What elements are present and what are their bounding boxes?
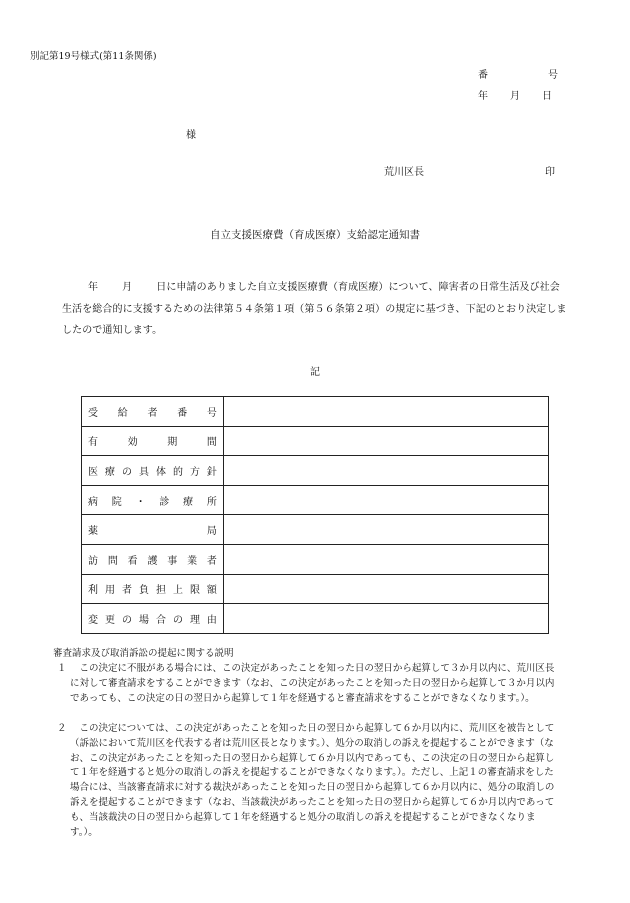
ki-label: 記 <box>310 367 320 378</box>
date-label-month: 月 <box>510 91 520 102</box>
table-row <box>82 426 549 456</box>
row-label: 利用者負担上限額 <box>82 574 224 604</box>
row-label: 受給者番号 <box>82 397 224 427</box>
date-label-day: 日 <box>542 91 552 102</box>
row-value <box>224 485 549 515</box>
row-label: 有効期間 <box>82 426 224 456</box>
row-label: 変更の場合の理由 <box>82 604 224 634</box>
recipient-honorific: 様 <box>186 130 196 141</box>
table-row <box>82 574 549 604</box>
row-value <box>224 604 549 634</box>
body-text: 日に申請のありました自立支援医療費（育成医療）について、障害者の日常生活及び社会生活を総合的に支援するための法律第５４条第１項（第５６条第２項）の規定に基づき、下記のとおり決定しましたので通知します。 <box>62 282 567 336</box>
table-row <box>82 485 549 515</box>
details-table <box>81 396 549 634</box>
row-value <box>224 574 549 604</box>
table-row <box>82 604 549 634</box>
row-value <box>224 426 549 456</box>
form-label: 別記第19号様式(第11条関係) <box>30 51 157 62</box>
table-row <box>82 544 549 574</box>
issuer-name: 荒川区長 <box>384 167 424 178</box>
row-value <box>224 515 549 545</box>
document-date-line <box>478 91 552 103</box>
date-label-year: 年 <box>478 91 488 102</box>
document-number-line <box>478 70 558 82</box>
body-date-year: 年 <box>88 282 99 293</box>
table-row <box>82 456 549 486</box>
document-title: 自立支援医療費（育成医療）支給認定通知書 <box>210 229 420 241</box>
body-date-month: 月 <box>122 282 133 293</box>
table-row <box>82 397 549 427</box>
note-text: この決定に不服がある場合には、この決定があったことを知った日の翌日から起算して３か月以内に、荒川区長に対して審査請求をすることができます（なお、この決定があったことを知った日の翌日から起算して３か月以内であっても、この決定の日の翌日から起算して１年を経過すると審査請求をすることができなくなります。）。 <box>70 663 555 704</box>
note-item <box>53 722 563 840</box>
row-value <box>224 397 549 427</box>
row-value <box>224 456 549 486</box>
row-label: 医療の具体的方針 <box>82 456 224 486</box>
row-value <box>224 544 549 574</box>
number-label-go: 号 <box>548 70 558 81</box>
note-number: １ <box>57 663 67 674</box>
row-label: 病院・診療所 <box>82 485 224 515</box>
row-label: 訪問看護事業者 <box>82 544 224 574</box>
notes-heading: 審査請求及び取消訴訟の提起に関する説明 <box>53 648 234 659</box>
note-item <box>53 662 563 706</box>
seal-mark: 印 <box>545 167 555 178</box>
note-number: ２ <box>57 723 67 734</box>
number-label-ban: 番 <box>478 70 488 81</box>
note-text: この決定については、この決定があったことを知った日の翌日から起算して６か月以内に、荒川区を被告として（訴訟において荒川区を代表する者は荒川区長となります。）、処分の取消しの訴えを提起することができます（なお、この決定があったことを知った日の翌日から起算して６か月以内であっても、この決定の日の翌日から起算して１年を経過すると処分の取消しの訴えを提起することができなくなります。）。ただし、上記１の審査請求をした場合には、当該審査請求に対する裁決があったことを知った日の翌日から起算して６か月以内に、処分の取消しの訴えを提起することができます（なお、当該裁決があったことを知った日の翌日から起算して６か月以内であっても、当該裁決の日の翌日から起算して１年を経過すると処分の取消しの訴えを提起することができなくなります。）。 <box>70 723 555 838</box>
table-row <box>82 515 549 545</box>
body-paragraph <box>62 277 568 342</box>
row-label: 薬局 <box>82 515 224 545</box>
